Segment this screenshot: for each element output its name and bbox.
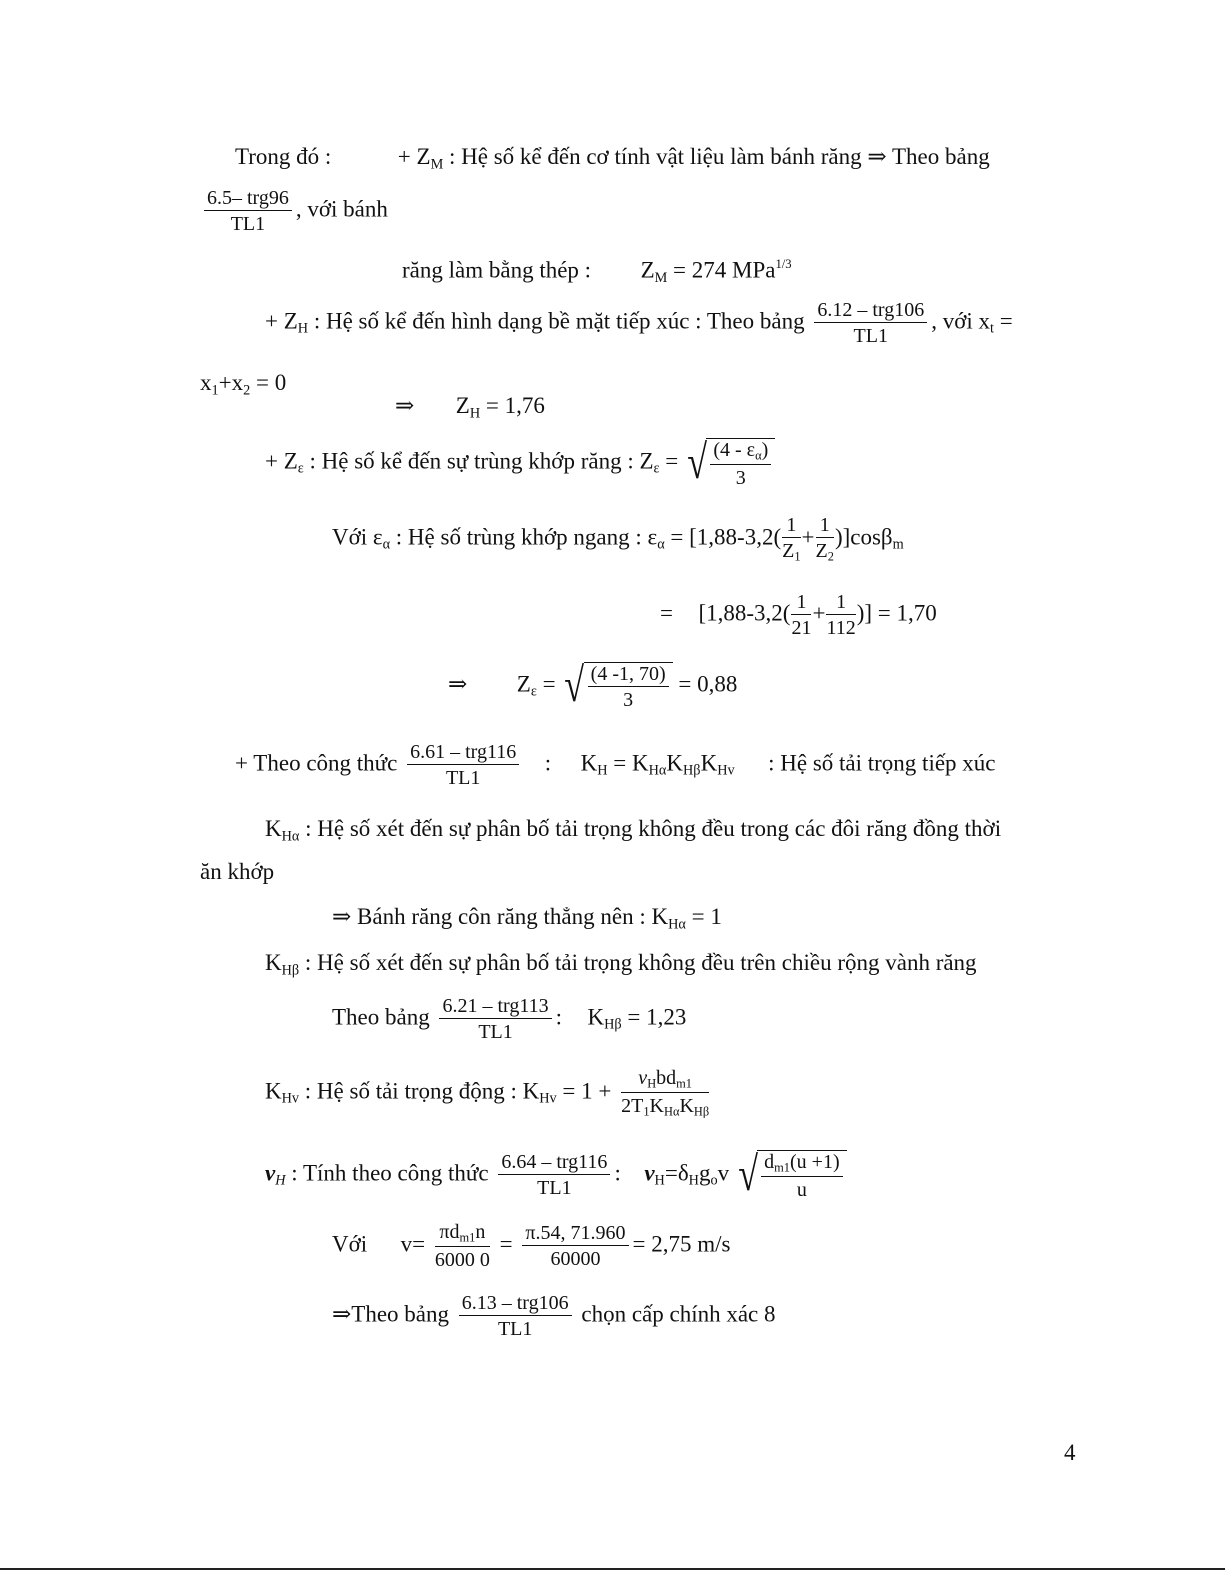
line-19: Với v= $\frac{\pi d_{m1}n}{6000 0}$ = $\frac{\pi.54, 71.960}{60000}$ = 2,75 m/s [332, 1221, 731, 1272]
line-4: + $Z_H$ : Hệ số kể đến hình dạng bề mặt tiếp xúc : Theo bảng $\frac{\text{6.12 – trg106}}{TL1}$ , với $x_t$ = [265, 299, 1013, 347]
ze-description: : Hệ số kể đến sự trùng khớp răng : [309, 448, 634, 474]
line-16: Theo bảng $\frac{\text{6.21 – trg113}}{TL1}$ : $K_{H\beta} = 1,23$ [332, 995, 687, 1043]
zm-description: : Hệ số kể đến cơ tính vật liệu làm bánh răng ⇒ Theo bảng [449, 144, 990, 169]
line-5: $x_1+x_2 = 0$ [200, 370, 287, 399]
implies-arrow: ⇒ [332, 904, 352, 929]
formula-ref-fraction: $\frac{\text{6.61 – trg116}}{TL1}$ [407, 742, 519, 788]
formula-ref-fraction: $\frac{\text{6.64 – trg116}}{TL1}$ [498, 1152, 610, 1198]
implies-arrow: ⇒ [448, 671, 468, 697]
line-17: $K_{Hv}$ : Hệ số tải trọng động : $K_{Hv} = 1$ + $\frac{v_Hbd_{m1}}{2T_1K_{H\alpha}K_{H\beta}}$ [265, 1067, 710, 1119]
table-ref-fraction: $\frac{\text{6.12 – trg106}}{TL1}$ [814, 300, 927, 346]
line-1: Trong đó : + $Z_M$ : Hệ số kể đến cơ tính vật liệu làm bánh răng ⇒ Theo bảng [235, 144, 990, 173]
sqrt-expression: √ $\frac{d_{m1}(u +1)}{u}$ [735, 1150, 847, 1200]
implies-arrow: ⇒ [332, 1301, 352, 1327]
bottom-edge-line [0, 1568, 1225, 1570]
line-13: ăn khớp [200, 859, 275, 884]
line-11: + Theo công thức $\frac{\text{6.61 – trg116}}{TL1}$ : $K_H = K_{H\alpha}K_{H\beta}K_{Hv}$ : Hệ số tải trọng tiếp xúc [235, 741, 996, 789]
trong-do-label: Trong đó : [235, 144, 332, 169]
line-10: ⇒ $Z_\varepsilon$ = √ $\frac{(4 -1, 70)}{3}$ = 0,88 [448, 659, 738, 712]
zh-description: : Hệ số kể đến hình dạng bề mặt tiếp xúc : Theo bảng [313, 308, 805, 334]
line-12: $K_{H\alpha}$ : Hệ số xét đến sự phân bố tải trọng không đều trong các đôi răng đồng thời [265, 816, 1002, 845]
table-ref-fraction: $\frac{\text{6.21 – trg113}}{TL1}$ [439, 996, 551, 1042]
line-6: ⇒ $Z_H = 1,76$ [395, 393, 545, 422]
line-15: $K_{H\beta}$ : Hệ số xét đến sự phân bố tải trọng không đều trên chiều rộng vành răng [265, 950, 977, 979]
sqrt-expression: √ $\frac{(4 - \varepsilon_\alpha)}{3}$ [684, 438, 775, 488]
line-20: ⇒Theo bảng $\frac{\text{6.13 – trg106}}{TL1}$ chọn cấp chính xác 8 [332, 1292, 776, 1340]
page-number: 4 [1064, 1440, 1076, 1465]
sqrt-expression: √ $\frac{(4 -1, 70)}{3}$ [561, 662, 672, 710]
line-18: $v_H$ : Tính theo công thức $\frac{\text{6.64 – trg116}}{TL1}$ : $v_H=\delta_Hg_ov$ √ $\frac{d_{m1}(u +1)}{u}$ [265, 1150, 847, 1200]
line-2: $\frac{\text{6.5– trg96}}{TL1}$ , với bánh [200, 188, 388, 234]
line-14: ⇒ Bánh răng côn răng thẳng nên : $K_{H\alpha} = 1$ [332, 904, 722, 933]
kinetic-fraction: $\frac{v_Hbd_{m1}}{2T_1K_{H\alpha}K_{H\beta}}$ [621, 1067, 710, 1119]
line-3: răng làm bằng thép : $Z_M = 274$ MPa$^{1/3}$ [402, 257, 792, 286]
line-9: = [1,88-3,2( $\frac{1}{21}$ + $\frac{1}{112}$ )] = 1,70 [660, 591, 937, 639]
table-ref-fraction: $\frac{\text{6.13 – trg106}}{TL1}$ [459, 1293, 572, 1339]
line-7: + $Z_\varepsilon$ : Hệ số kể đến sự trùng khớp răng : $Z_\varepsilon$ = √ $\frac{(4 - \varepsilon_\alpha)}{3}$ [265, 438, 775, 488]
table-ref-fraction: $\frac{\text{6.5– trg96}}{TL1}$ [204, 188, 292, 234]
implies-arrow: ⇒ [395, 393, 415, 418]
line-8: Với $\varepsilon_\alpha$ : Hệ số trùng khớp ngang : $\varepsilon_\alpha = [1,88-3,2$( $\frac{1}{Z_1}$ + $\frac{1}{Z_2}$ )]cosβ$_m$ [332, 514, 904, 564]
